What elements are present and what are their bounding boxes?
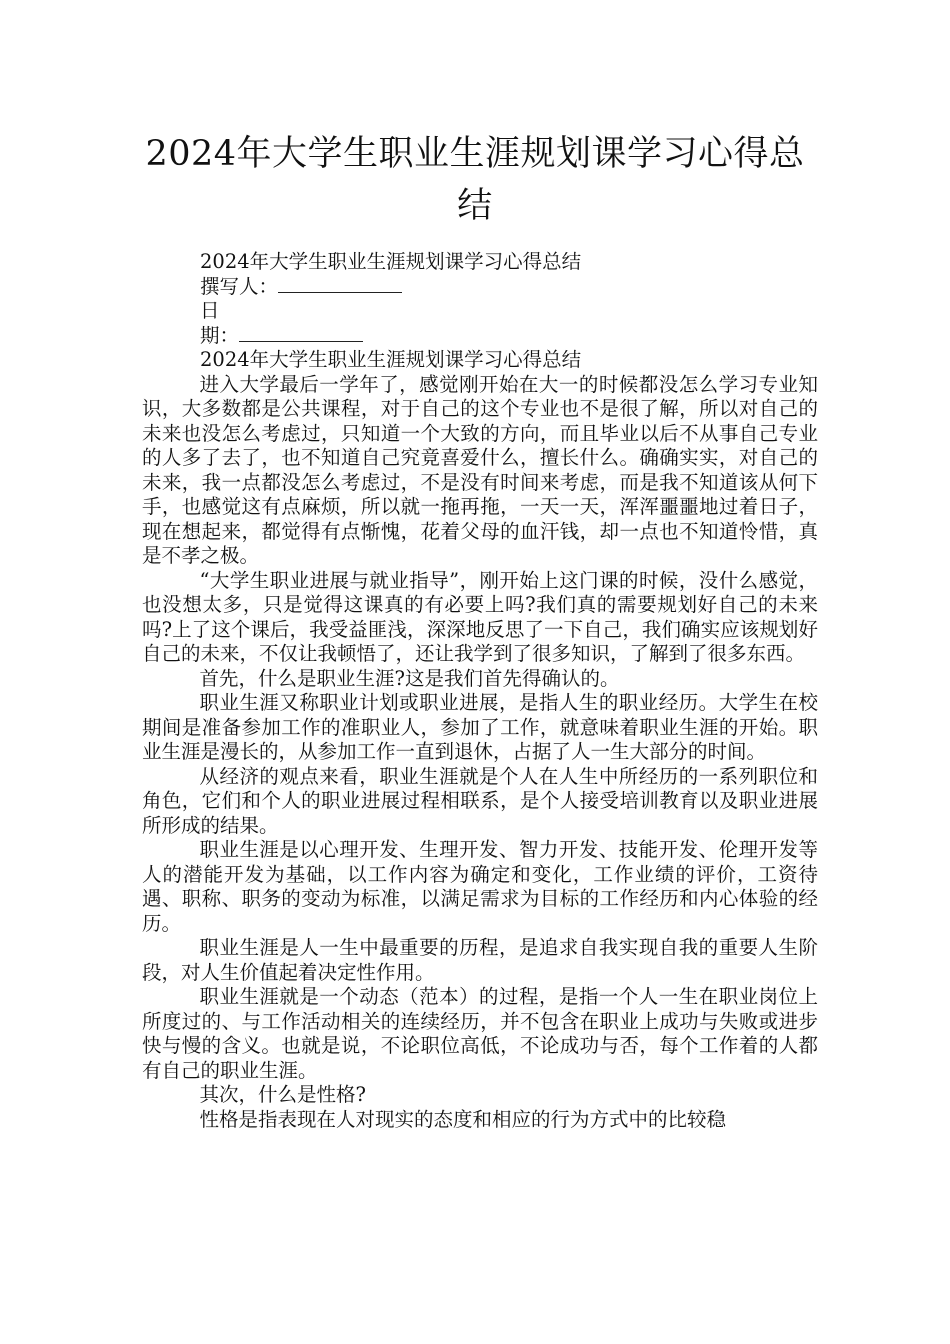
paragraph: “大学生职业进展与就业指导”，刚开始上这门课的时候，没什么感觉，也没想太多，只是觉得这课真的有必要上吗?我们真的需要规划好自己的未来吗?上了这个课后，我受益匪浅，深深地反思了一下自己，我们确实应该规划好自己的未来，不仅让我顿悟了，还让我学到了很多知识，了解到了很多东西。 (142, 568, 818, 665)
subtitle-line: 2024年大学生职业生涯规划课学习心得总结 (200, 250, 582, 273)
document-title: 2024年大学生职业生涯规划课学习心得总结 (145, 134, 805, 226)
paragraph: 其次，什么是性格? (199, 1083, 366, 1106)
paragraph: 从经济的观点来看，职业生涯就是个人在人生中所经历的一系列职位和角色，它们和个人的职业进展过程相联系，是个人接受培训教育以及职业进展所形成的结果。 (142, 764, 818, 837)
heading-repeat-line: 2024年大学生职业生涯规划课学习心得总结 (200, 348, 582, 371)
date-label: 期： (200, 323, 240, 347)
paragraph: 首先，什么是职业生涯?这是我们首先得确认的。 (199, 666, 620, 690)
paragraph: 职业生涯是人一生中最重要的历程，是追求自我实现自我的重要人生阶段，对人生价值起着决定性作用。 (142, 936, 818, 984)
date-blank-underline (239, 324, 363, 342)
author-blank-underline (278, 275, 402, 293)
paragraph: 职业生涯就是一个动态（范本）的过程，是指一个人一生在职业岗位上所度过的、与工作活动相关的连续经历，并不包含在职业上成功与失败或进步快与慢的含义。也就是说，不论职位高低，不论成功与否，每个工作着的人都有自己的职业生涯。 (142, 985, 818, 1082)
author-label: 撰写人： (200, 274, 279, 298)
paragraph: 性格是指表现在人对现实的态度和相应的行为方式中的比较稳 (199, 1107, 727, 1131)
paragraph: 进入大学最后一学年了，感觉刚开始在大一的时候都没怎么学习专业知识，大多数都是公共课程，对于自己的这个专业也不是很了解，所以对自己的未来也没怎么考虑过，只知道一个大致的方向，而且毕业以后不从事自己专业的人多了去了，也不知道自己究竟喜爱什么，擅长什么。确确实实，对自己的未来，我一点都没怎么考虑过，不是没有时间来考虑，而是我不知道该从何下手，也感觉这有点麻烦，所以就一拖再拖，一天一天，浑浑噩噩地过着日子，现在想起来，都觉得有点惭愧，花着父母的血汗钱，却一点也不知道怜惜，真是不孝之极。 (142, 372, 818, 567)
document-body (142, 250, 818, 1132)
date-line (142, 324, 818, 349)
paragraph: 职业生涯是以心理开发、生理开发、智力开发、技能开发、伦理开发等人的潜能开发为基础，以工作内容为确定和变化，工作业绩的评价，工资待遇、职称、职务的变动为标准，以满足需求为目标的工作经历和内心体验的经历。 (142, 838, 818, 935)
date-label-line-1: 日 (200, 299, 220, 322)
author-line (142, 275, 818, 300)
paragraph: 职业生涯又称职业计划或职业进展，是指人生的职业经历。大学生在校期间是准备参加工作的准职业人，参加了工作，就意味着职业生涯的开始。职业生涯是漫长的，从参加工作一直到退休，占据了人一生大部分的时间。 (142, 691, 818, 763)
